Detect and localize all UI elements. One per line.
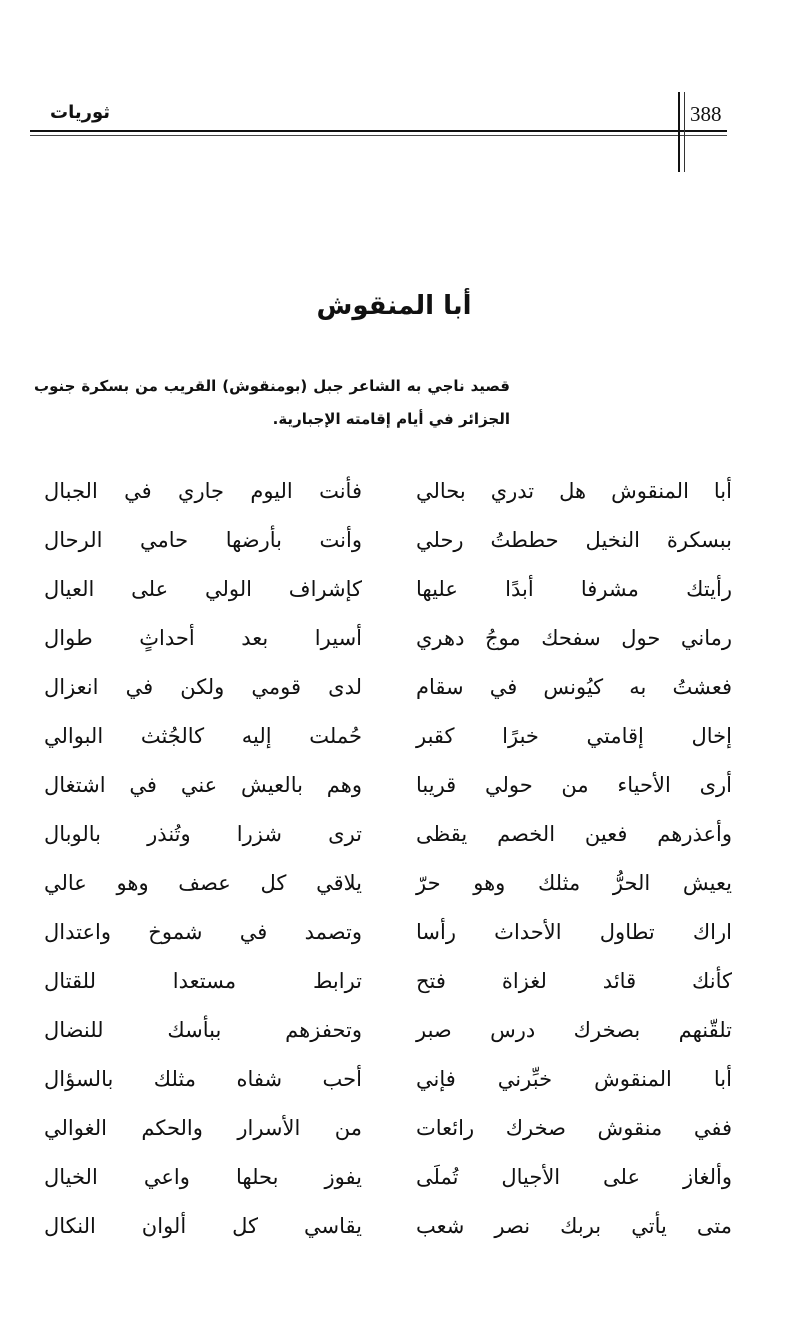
verse-second-hemistich: وتصمد في شموخ واعتدال	[44, 920, 362, 944]
header-rule	[30, 130, 727, 132]
verse-first-hemistich: إخال إقامتي خبرًا كقبر	[416, 724, 732, 748]
verse-row	[0, 614, 788, 663]
verse-first-hemistich: اراك تطاول الأحداث رأسا	[416, 920, 732, 944]
verse-second-hemistich: أسيرا بعد أحداثٍ طوال	[44, 626, 362, 650]
page-number: 388	[690, 102, 722, 126]
verse-row	[0, 1153, 788, 1202]
verse-second-hemistich: لدى قومي ولكن في انعزال	[44, 675, 362, 699]
verse-second-hemistich: ترى شزرا وتُنذر بالوبال	[44, 822, 362, 846]
verse-second-hemistich: أحب شفاه مثلك بالسؤال	[44, 1067, 362, 1091]
page-header	[0, 0, 788, 150]
verse-row	[0, 908, 788, 957]
verse-second-hemistich: حُملت إليه كالجُثث البوالي	[44, 724, 362, 748]
verse-first-hemistich: كأنك قائد لغزاة فتح	[416, 969, 732, 993]
header-vertical-rule	[678, 92, 680, 172]
verse-first-hemistich: متى يأتي بربك نصر شعب	[416, 1214, 732, 1238]
verse-second-hemistich: وهم بالعيش عني في اشتغال	[44, 773, 362, 797]
verse-first-hemistich: أرى الأحياء من حولي قريبا	[416, 773, 732, 797]
verse-first-hemistich: ببسكرة النخيل حططتُ رحلي	[416, 528, 732, 552]
poem-intro: قصيد ناجي به الشاعر جبل (بومنقوش) القريب من بسكرة جنوب الجزائر في أيام إقامته الإجبارية.	[34, 377, 510, 428]
verse-row	[0, 859, 788, 908]
verse-first-hemistich: وأعذرهم فعين الخصم يقظى	[416, 822, 732, 846]
verse-first-hemistich: أبا المنقوش هل تدري بحالي	[416, 479, 732, 503]
verse-first-hemistich: تلقّنهم بصخرك درس صبر	[416, 1018, 732, 1042]
poem-title: أبا المنقوش	[316, 291, 472, 321]
header-rule-thin	[30, 135, 727, 136]
verse-row	[0, 516, 788, 565]
verse-row	[0, 467, 788, 516]
verse-second-hemistich: كإشراف الولي على العيال	[44, 577, 362, 601]
verse-row	[0, 1055, 788, 1104]
verse-first-hemistich: وألغاز على الأجيال تُملَى	[416, 1165, 732, 1189]
verse-first-hemistich: فعشتُ به كيُونس في سقام	[416, 675, 732, 699]
header-vertical-rule-thin	[684, 92, 685, 172]
verse-second-hemistich: فأنت اليوم جاري في الجبال	[44, 479, 362, 503]
verse-first-hemistich: رأيتك مشرفا أبدًا عليها	[416, 577, 732, 601]
verse-row	[0, 810, 788, 859]
verse-row	[0, 1104, 788, 1153]
verse-second-hemistich: وأنت بأرضها حامي الرحال	[44, 528, 362, 552]
verse-second-hemistich: يقاسي كل ألوان النكال	[44, 1214, 362, 1238]
verse-row	[0, 663, 788, 712]
verse-second-hemistich: من الأسرار والحكم الغوالي	[44, 1116, 362, 1140]
verse-row	[0, 957, 788, 1006]
verse-second-hemistich: يفوز بحلها واعي الخيال	[44, 1165, 362, 1189]
verse-first-hemistich: رماني حول سفحك موجُ دهري	[416, 626, 732, 650]
verse-first-hemistich: يعيش الحرُّ مثلك وهو حرّ	[416, 871, 732, 895]
verse-first-hemistich: ففي منقوش صخرك رائعات	[416, 1116, 732, 1140]
verse-first-hemistich: أبا المنقوش خبِّرني فإني	[416, 1067, 732, 1091]
verse-row	[0, 1202, 788, 1251]
verse-row	[0, 761, 788, 810]
verse-second-hemistich: ترابط مستعدا للقتال	[44, 969, 362, 993]
verse-second-hemistich: وتحفزهم ببأسك للنضال	[44, 1018, 362, 1042]
verse-second-hemistich: يلاقي كل عصف وهو عالي	[44, 871, 362, 895]
running-title: ثوريات	[49, 102, 110, 123]
verse-row	[0, 712, 788, 761]
verse-row	[0, 1006, 788, 1055]
verse-row	[0, 565, 788, 614]
